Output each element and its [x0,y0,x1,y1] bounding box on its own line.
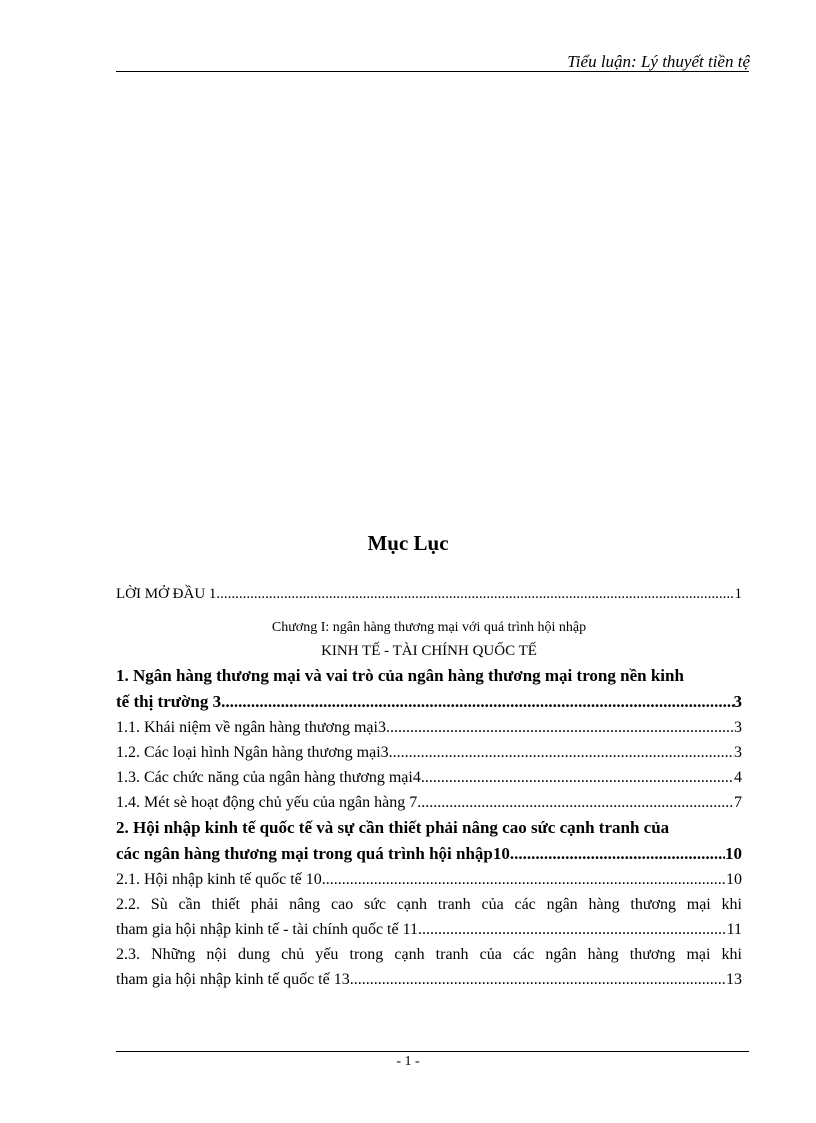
toc-entry-text-cont: tế thị trường 3 [116,692,222,711]
chapter-heading: Chương I: ngân hàng thương mại với quá trình hội nhập [271,620,587,635]
toc-page-number: 4 [734,769,742,786]
toc-entry-1-3[interactable] [116,765,742,790]
header-rule [116,71,749,72]
toc-title: Mục Lục [367,531,449,555]
toc-entry-text-cont: các ngân hàng thương mại trong quá trình hội nhập10 [116,844,510,863]
running-header: Tiểu luận: Lý thuyết tiền tệ [567,52,750,71]
dot-leader [221,689,733,715]
toc-page-number: 13 [726,971,742,988]
dot-leader [216,581,734,607]
toc-entry-text: 1. Ngân hàng thương mại và vai trò của ngân hàng thương mại trong nền kinh [116,666,684,685]
toc-entry-text: LỜI MỞ ĐẦU 1 [116,586,217,602]
toc-page-number: 10 [725,844,742,863]
toc-page-number: 3 [734,719,742,736]
toc-entry-1-4[interactable] [116,790,742,815]
dot-leader [350,967,726,992]
footer-rule [116,1051,749,1052]
toc-entry-1-1[interactable] [116,715,742,740]
toc-entry-text-cont: tham gia hội nhập kinh tế - tài chính quốc tế 11 [116,921,418,938]
toc-page-number: 10 [726,871,742,888]
toc-page-number: 1 [734,586,742,602]
toc-entry-intro[interactable] [116,581,742,607]
toc-entry-2-3[interactable] [116,942,742,992]
toc-entry-2-1[interactable] [116,867,742,892]
toc-entry-text-cont: tham gia hội nhập kinh tế quốc tế 13 [116,971,350,988]
table-of-contents [116,581,742,992]
toc-entry-text: 1.3. Các chức năng của ngân hàng thương mại4 [116,769,421,786]
toc-page-number: 3 [733,692,742,711]
toc-entry-2-2[interactable] [116,892,742,942]
dot-leader [418,917,727,942]
dot-leader [510,841,725,867]
dot-leader [322,867,726,892]
page-number: - 1 - [396,1054,420,1069]
chapter-subheading: KINH TẾ - TÀI CHÍNH QUỐC TẾ [321,643,537,659]
toc-entry-text: 2.1. Hội nhập kinh tế quốc tế 10 [116,871,322,888]
toc-page-number: 7 [734,794,742,811]
toc-entry-text: 2.3. Những nội dung chủ yếu trong cạnh tranh của các ngân hàng thương mại khi [116,946,742,963]
dot-leader [386,715,734,740]
toc-entry-section-2[interactable] [116,815,742,867]
toc-entry-text: 1.4. Mét sè hoạt động chủ yếu của ngân hàng 7 [116,794,418,811]
toc-entry-1-2[interactable] [116,740,742,765]
toc-entry-text: 2. Hội nhập kinh tế quốc tế và sự cần thiết phải nâng cao sức cạnh tranh của [116,818,670,837]
toc-entry-text: 2.2. Sù cần thiết phải nâng cao sức cạnh tranh của các ngân hàng thương mại khi [116,896,742,913]
dot-leader [389,740,734,765]
toc-page-number: 3 [734,744,742,761]
toc-page-number: 11 [726,921,742,938]
dot-leader [417,790,734,815]
toc-entry-text: 1.2. Các loại hình Ngân hàng thương mại3 [116,744,389,761]
toc-entry-text: 1.1. Khái niệm về ngân hàng thương mại3 [116,719,386,736]
dot-leader [421,765,734,790]
toc-entry-section-1[interactable] [116,663,742,715]
